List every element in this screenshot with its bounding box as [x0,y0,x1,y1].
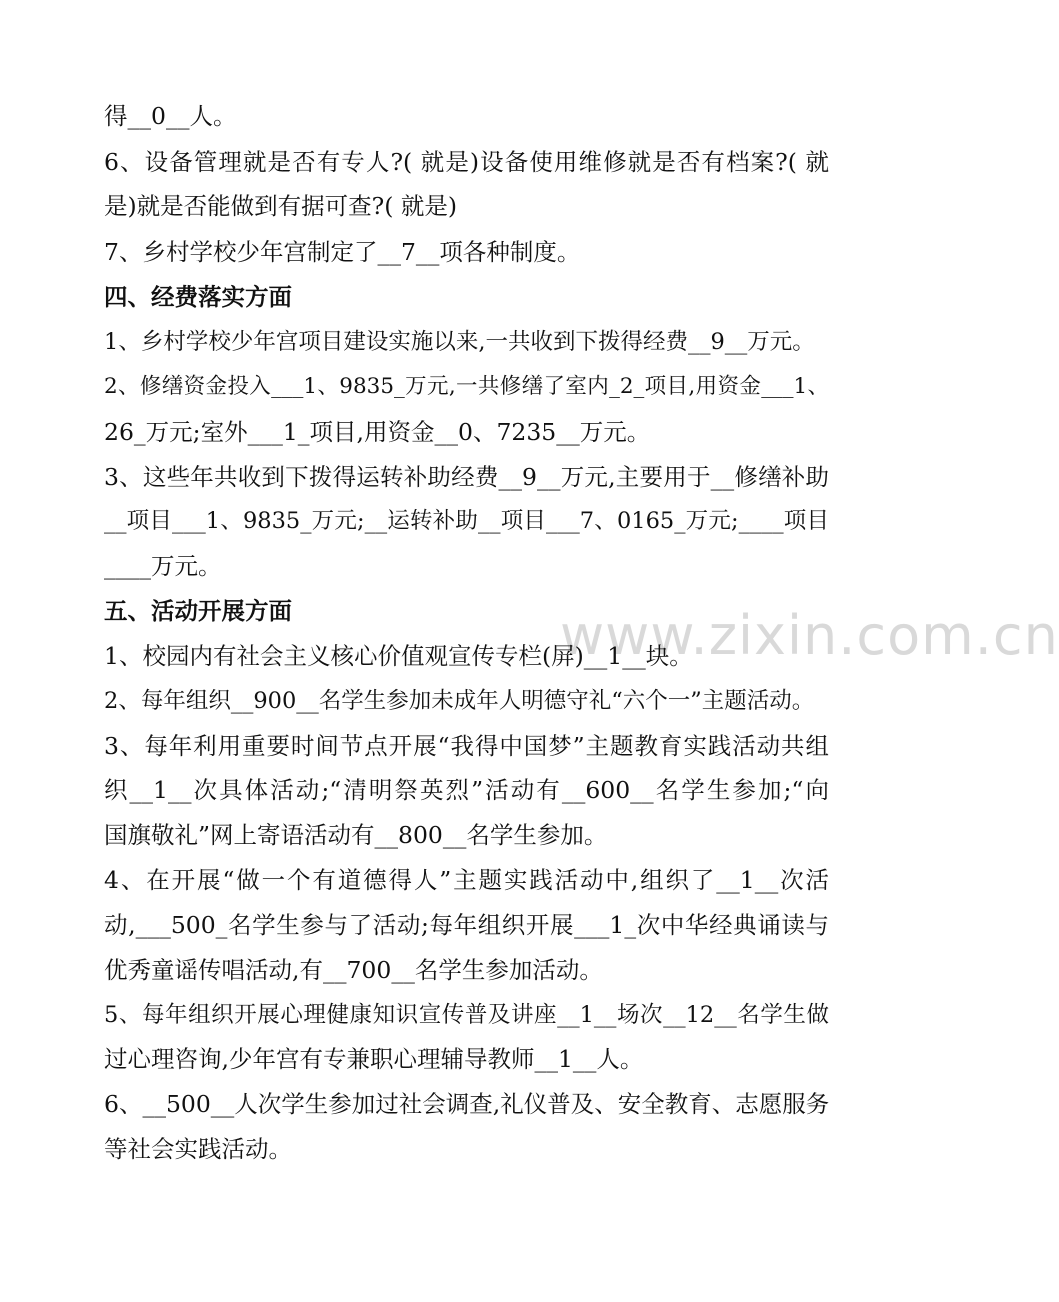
section-heading: 五、活动开展方面 [104,597,292,625]
section-heading: 四、经费落实方面 [104,283,292,311]
text-line: 1、乡村学校少年宫项目建设实施以来,一共收到下拨得经费__9__万元。 [104,329,815,355]
text-line: 过心理咨询,少年宫有专兼职心理辅导教师__1__人。 [104,1045,644,1073]
text-line: 7、乡村学校少年宫制定了__7__项各种制度。 [104,238,581,266]
watermark: www.zixin.com.cn [560,604,1059,667]
text-line: 优秀童谣传唱活动,有__700__名学生参加活动。 [104,956,603,984]
text-line: 6、设备管理就是否有专人?( 就是)设备使用维修就是否有档案?( 就 [104,148,829,176]
text-line: ____万元。 [104,552,222,580]
text-line: 动,___500_名学生参与了活动;每年组织开展___1_次中华经典诵读与 [104,911,829,939]
text-line: 1、校园内有社会主义核心价值观宣传专栏(屏)__1__块。 [104,642,693,670]
text-line: 2、修缮资金投入___1、9835_万元,一共修缮了室内_2_项目,用资金___1、 [104,374,829,399]
text-line: 织__1__次具体活动;“清明祭英烈”活动有__600__名学生参加;“向 [104,776,829,804]
text-line: 6、__500__人次学生参加过社会调查,礼仪普及、安全教育、志愿服务 [104,1090,830,1118]
text-line: 等社会实践活动。 [104,1135,292,1163]
text-line: __项目___1、9835_万元;__运转补助__项目___7、0165_万元;____项目 [104,508,829,534]
text-line: 是)就是否能做到有据可查?( 就是) [104,192,458,220]
text-line: 4、在开展“做一个有道德得人”主题实践活动中,组织了__1__次活 [104,866,829,894]
text-line: 3、这些年共收到下拨得运转补助经费__9__万元,主要用于__修缮补助 [104,463,829,491]
text-line: 国旗敬礼”网上寄语活动有__800__名学生参加。 [104,821,608,849]
text-line: 5、每年组织开展心理健康知识宣传普及讲座__1__场次__12__名学生做 [104,1002,829,1028]
text-line: 得__0__人。 [104,102,237,130]
text-line: 2、每年组织__900__名学生参加未成年人明德守礼“六个一”主题活动。 [104,688,815,714]
text-line: 3、每年利用重要时间节点开展“我得中国梦”主题教育实践活动共组 [104,732,829,760]
text-line: 26_万元;室外___1_项目,用资金__0、7235__万元。 [104,418,651,446]
